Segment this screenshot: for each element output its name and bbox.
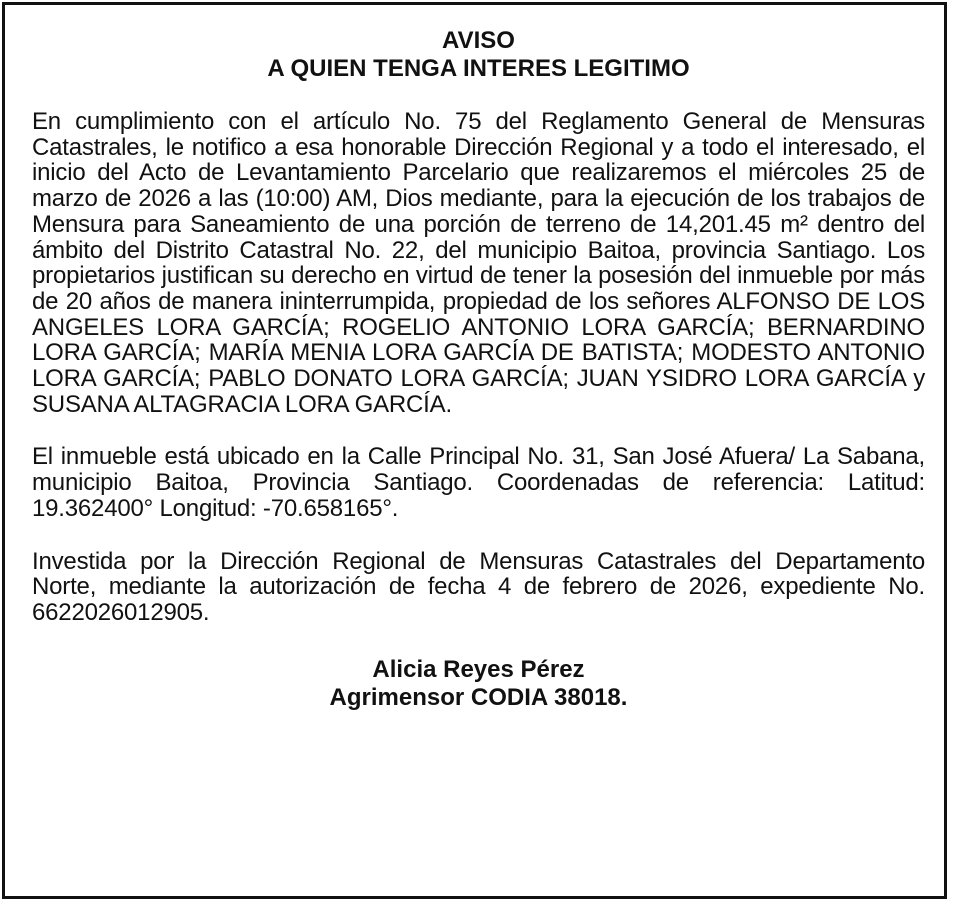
signature-block: [32, 656, 925, 712]
notice-subtitle: A QUIEN TENGA INTERES LEGITIMO: [267, 55, 690, 82]
notice-paragraph-3: Investida por la Dirección Regional de Mensuras Catastrales del Departamento Norte, mediante la autorización de fecha 4 de febrero de 2026, expediente No. 6622026012905.: [32, 547, 925, 626]
notice-paragraph-1: En cumplimiento con el artículo No. 75 del Reglamento General de Mensuras Catastrales, le notifico a esa honorable Dirección Regional y a todo el interesado, el inicio del Acto de Levantamiento Parcelario que realizaremos el miércoles 25 de marzo de 2026 a las (10:00) AM, Dios mediante, para la ejecución de los trabajos de Mensura para Saneamiento de una porción de terreno de 14,201.45 m² dentro del ámbito del Distrito Catastral No. 22, del municipio Baitoa, provincia Santiago. Los propietarios justifican su derecho en virtud de tener la posesión del inmueble por más de 20 años de manera ininterrumpida, propiedad de los señores ALFONSO DE LOS ANGELES LORA GARCÍA; ROGELIO ANTONIO LORA GARCÍA; BERNARDINO LORA GARCÍA; MARÍA MENIA LORA GARCÍA DE BATISTA; MODESTO ANTONIO LORA GARCÍA; PABLO DONATO LORA GARCÍA; JUAN YSIDRO LORA GARCÍA y SUSANA ALTAGRACIA LORA GARCÍA.: [32, 108, 925, 418]
signer-title: Agrimensor CODIA 38018.: [329, 683, 628, 711]
notice-paragraph-2: El inmueble está ubicado en la Calle Principal No. 31, San José Afuera/ La Sabana, municipio Baitoa, Provincia Santiago. Coordenadas de referencia: Latitud: 19.362400° Longitud: -70.658165°.: [32, 443, 925, 522]
signer-name: Alicia Reyes Pérez: [372, 655, 585, 683]
notice-content: [32, 27, 925, 712]
notice-frame: [2, 2, 947, 899]
notice-title: AVISO: [442, 27, 515, 54]
